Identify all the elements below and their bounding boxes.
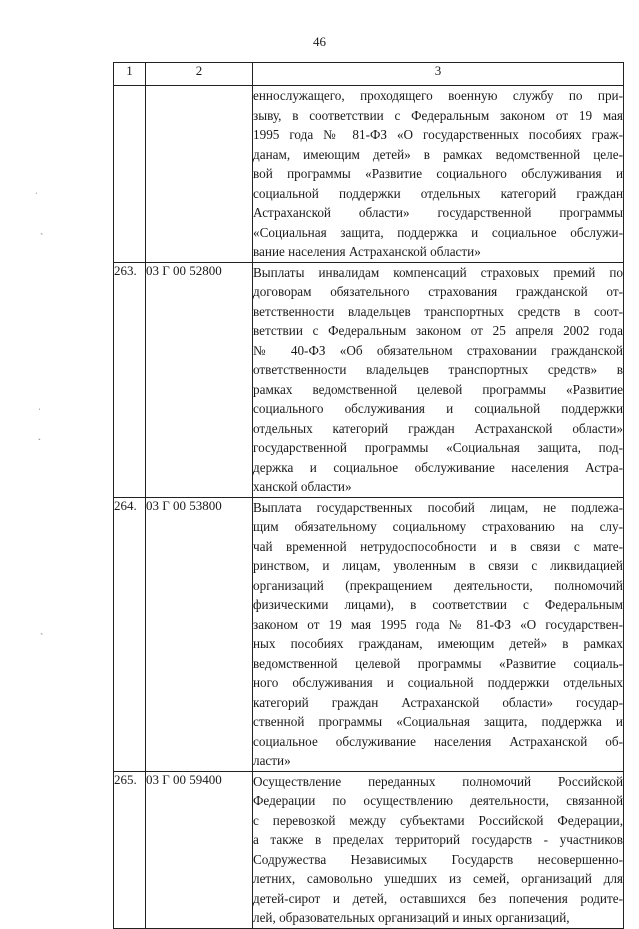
scan-mark: ˻ [38, 430, 41, 440]
budget-table [113, 62, 624, 929]
description-line: ласти» [253, 753, 291, 768]
description-line: категорий граждан Астраханской области» государ- [253, 694, 623, 710]
table-row [114, 86, 624, 263]
table-row [114, 262, 624, 497]
description-line: ных пособиях гражданам, имеющим детей» в рамках [253, 636, 623, 651]
scan-mark: ˌ [38, 400, 41, 410]
description-line: держка и социальное обслуживание населения Астра- [253, 459, 623, 475]
description-line: ного обслуживания и социальной поддержки отдельных [253, 675, 623, 690]
table-row [114, 497, 624, 771]
row-number: 263. [114, 262, 146, 497]
row-code: 03 Г 00 52800 [146, 262, 253, 497]
row-description [253, 497, 624, 771]
row-code: 03 Г 00 59400 [146, 771, 253, 928]
description-line: вание населения Астраханской области» [253, 244, 481, 259]
description-line: организаций (прекращением деятельности, полномочий [253, 577, 623, 593]
header-row [114, 63, 624, 86]
page-number: 46 [313, 34, 326, 49]
description-line: договорам обязательного страхования гражданской от- [253, 284, 623, 299]
description-line: Содружества Независимых Государств несовершенно- [253, 851, 623, 867]
scan-mark: ˺ [40, 232, 43, 242]
description-line: ринством, и лицам, уволенным в связи с ликвидацией [253, 558, 623, 573]
description-line: 1995 года № 81-ФЗ «О государственных пособиях граж- [253, 127, 623, 142]
row-description [253, 86, 624, 263]
description-line: летних, самовольно ушедших из семей, организаций для [253, 871, 623, 886]
row-number: 265. [114, 771, 146, 928]
description-line: ственной программы «Социальная защита, поддержка и [253, 714, 623, 729]
row-code: 03 Г 00 53800 [146, 497, 253, 771]
description-line: с перевозкой между субъектами Российской Федерации, [253, 812, 623, 828]
description-line: Осуществление переданных полномочий Российской [253, 773, 623, 789]
table-body [114, 86, 624, 929]
column-header-2: 2 [146, 63, 253, 86]
column-header-1: 1 [114, 63, 146, 86]
description-line: государственной программы «Социальная защита, под- [253, 440, 623, 455]
table-row [114, 771, 624, 928]
description-line: социальное обслуживание населения Астраханской об- [253, 733, 623, 749]
description-line: ветственности владельцев транспортных средств в соот- [253, 303, 623, 319]
description-line: а также в пределах территорий государств - участников [253, 832, 623, 847]
description-line: лей, образовательных организаций и иных организаций, [253, 910, 570, 925]
description-line: вой программы «Развитие социального обслуживания и [253, 166, 623, 181]
description-line: детей-сирот и детей, оставшихся без попечения родите- [253, 890, 623, 906]
description-line: Астраханской области» государственной программы [253, 205, 623, 220]
row-description [253, 262, 624, 497]
description-line: социальной поддержки отдельных категорий граждан [253, 185, 623, 201]
description-line: ведомственной целевой программы «Развитие социаль- [253, 655, 623, 671]
scan-mark: ˺ [40, 632, 43, 642]
description-line: отдельных категорий граждан Астраханской области» [253, 420, 623, 436]
description-line: данам, имеющим детей» в рамках ведомственной целе- [253, 146, 623, 162]
row-code [146, 86, 253, 263]
description-line: чай временной нетрудоспособности и в связи с мате- [253, 538, 623, 554]
row-description [253, 771, 624, 928]
description-line: физическими лицами), в соответствии с Федеральным [253, 597, 623, 612]
description-line: еннослужащего, проходящего военную службу по при- [253, 88, 623, 103]
description-line: ханской области» [253, 479, 352, 494]
scan-mark: ˌ [35, 184, 38, 194]
description-line: законом от 19 мая 1995 года № 81-ФЗ «О государствен- [253, 616, 623, 632]
description-line: рамках ведомственной целевой программы «Развитие [253, 381, 623, 397]
row-number [114, 86, 146, 263]
description-line: ветствии с Федеральным законом от 25 апреля 2002 года [253, 323, 623, 338]
description-line: щим обязательному социальному страхованию на слу- [253, 519, 623, 534]
description-line: зыву, в соответствии с Федеральным законом от 19 мая [253, 107, 623, 123]
column-header-3: 3 [253, 63, 624, 86]
description-line: Выплаты инвалидам компенсаций страховых премий по [253, 264, 623, 280]
description-line: Выплата государственных пособий лицам, не подлежа- [253, 499, 623, 515]
row-number: 264. [114, 497, 146, 771]
description-line: Федерации по осуществлению деятельности, связанной [253, 793, 623, 808]
description-line: № 40-ФЗ «Об обязательном страховании гражданской [253, 342, 623, 358]
description-line: ответственности владельцев транспортных средств» в [253, 362, 623, 377]
description-line: социального обслуживания и социальной поддержки [253, 401, 623, 416]
description-line: «Социальная защита, поддержка и социальное обслужи- [253, 224, 623, 240]
